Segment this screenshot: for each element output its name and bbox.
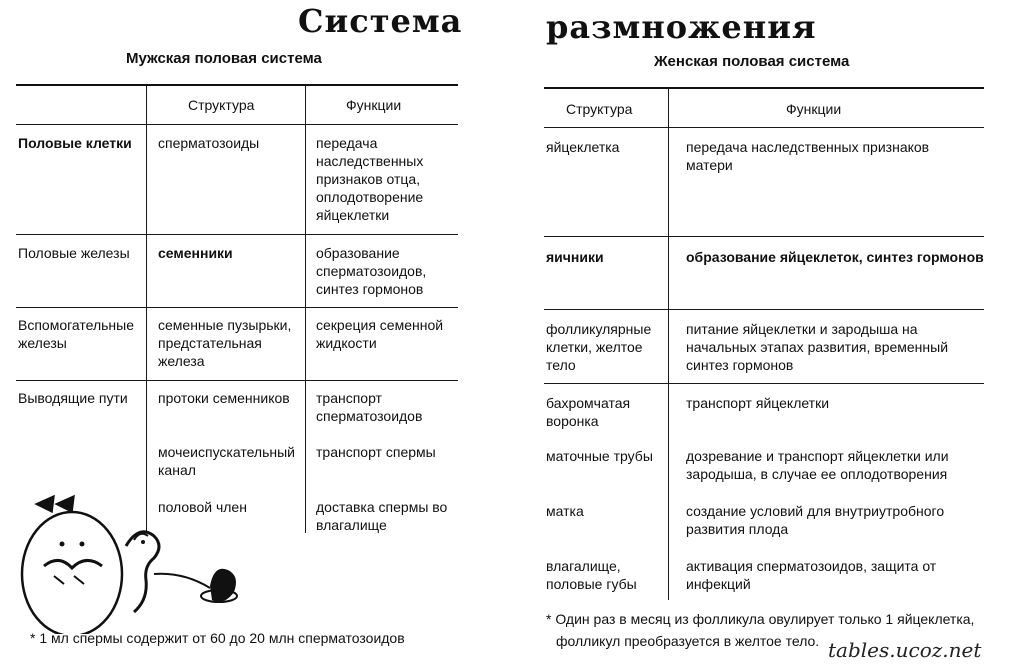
title-right: размножения [546,8,817,46]
female-row-5-function: дозревание и транспорт яйцеклетки или зародыша, в случае ее оплодотворения [686,448,949,482]
male-row-3-border [16,380,458,381]
female-footnote-line-2: фолликул преобразуется в желтое тело. [556,633,820,649]
female-header-divider [668,88,669,128]
male-row-5-structure: мочеиспускательный канал [158,444,295,478]
female-row-2-border [544,309,984,310]
male-row-3-function: секреция семенной жидкости [316,317,444,351]
female-table-top-border [544,87,984,89]
female-row-7-function: активация сперматозоидов, защита от инфекций [686,558,937,592]
male-row-6-function: доставка спермы во влагалище [316,499,448,533]
female-header-functions: Функции [786,101,842,117]
male-header-divider-1 [146,85,147,125]
male-row-2-function: образование сперматозоидов, синтез гормонов [316,245,427,297]
male-row-3-category: Вспомогательные железы [18,317,135,351]
female-row-2-structure: яичники [546,249,604,265]
female-header-structure: Структура [566,101,633,117]
male-header-divider-2 [305,85,306,125]
male-header-border [16,124,458,125]
female-row-1-function: передача наследственных признаков матери [686,139,930,173]
male-row-2-structure: семенники [158,245,233,261]
female-row-4-structure: бахромчатая воронка [546,395,631,429]
female-row-4-function: транспорт яйцеклетки [686,395,830,411]
female-col-divider [668,128,669,600]
watermark: tables.ucoz.net [828,638,982,662]
female-row-1-structure: яйцеклетка [546,139,620,155]
male-row-6-structure: половой член [158,499,247,515]
female-row-5-structure: маточные трубы [546,448,653,464]
title-left: Система [298,2,463,40]
female-row-6-structure: матка [546,503,584,519]
male-subtitle: Мужская половая система [126,50,322,67]
female-subtitle: Женская половая система [654,53,850,70]
female-row-6-function: создание условий для внутриутробного развития плода [686,503,945,537]
male-header-structure: Структура [188,97,255,113]
male-header-functions: Функции [346,97,402,113]
male-row-4-structure: протоки семенников [158,390,290,406]
male-row-4-function: транспорт сперматозоидов [316,390,423,424]
female-row-1-border [544,236,984,237]
male-col-divider-2 [305,125,306,533]
male-row-5-function: транспорт спермы [316,444,436,460]
female-row-7-structure: влагалище, половые губы [546,558,637,592]
egg-and-sperm-cartoon-icon [14,484,244,634]
female-footnote-line-1: * Один раз в месяц из фолликула овулирует только 1 яйцеклетка, [546,611,975,627]
female-header-border [544,127,984,128]
male-table-top-border [16,84,458,86]
male-row-2-category: Половые железы [18,245,130,261]
female-row-3-function: питание яйцеклетки и зародыша на начальных этапах развития, временный синтез гормонов [686,321,949,373]
male-row-1-category: Половые клетки [18,135,132,151]
male-footnote: * 1 мл спермы содержит от 60 до 20 млн сперматозоидов [30,630,405,646]
male-row-1-structure: сперматозоиды [158,135,260,151]
male-col-divider-1 [146,125,147,533]
male-row-2-border [16,307,458,308]
female-row-3-border [544,383,984,384]
male-row-4-category: Выводящие пути [18,390,128,406]
male-row-1-border [16,234,458,235]
female-row-3-structure: фолликулярные клетки, желтое тело [546,321,652,373]
female-row-2-function: образование яйцеклеток, синтез гормонов [686,249,984,265]
male-row-3-structure: семенные пузырьки, предстательная железа [158,317,292,369]
male-row-1-function: передача наследственных признаков отца, оплодотворение яйцеклетки [316,135,424,223]
